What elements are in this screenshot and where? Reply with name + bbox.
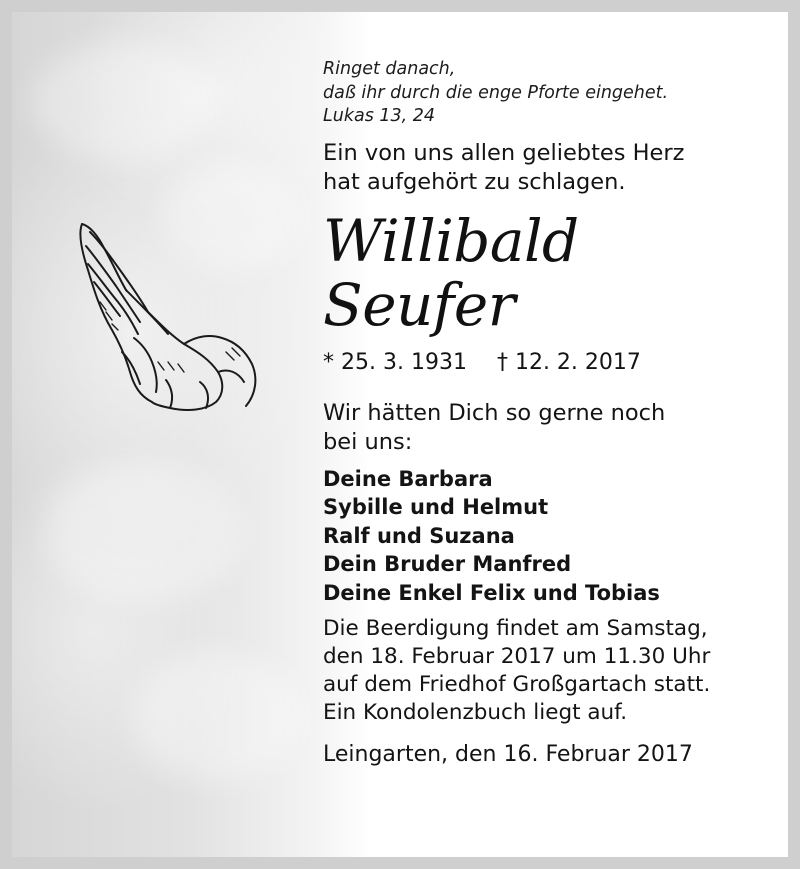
family-member: Deine Enkel Felix und Tobias — [323, 580, 660, 605]
funeral-info — [323, 615, 753, 727]
funeral-line: auf dem Friedhof Großgartach statt. — [323, 672, 711, 697]
funeral-line: Die Beerdigung findet am Samstag, — [323, 616, 708, 641]
mourning-line: Wir hätten Dich so gerne noch — [323, 399, 666, 426]
intro-line: Ein von uns allen geliebtes Herz — [323, 139, 685, 166]
praying-hands-icon — [60, 212, 270, 422]
family-member: Ralf und Suzana — [323, 523, 515, 548]
verse-line: daß ihr durch die enge Pforte eingehet. — [323, 82, 669, 103]
intro-line: hat aufgehört zu schlagen. — [323, 168, 626, 195]
family-member: Deine Barbara — [323, 466, 493, 491]
obituary-text — [323, 58, 753, 769]
last-name: Seufer — [323, 270, 515, 339]
death-date: † 12. 2. 2017 — [496, 349, 641, 375]
obituary-card — [12, 12, 788, 857]
family-list — [323, 465, 753, 608]
verse-line: Ringet danach, — [323, 59, 456, 79]
intro-text — [323, 139, 753, 197]
bible-verse — [323, 58, 753, 129]
deceased-name — [323, 206, 753, 339]
place-and-date: Leingarten, den 16. Februar 2017 — [323, 742, 693, 767]
mourning-text — [323, 399, 753, 457]
mourning-line: bei uns: — [323, 428, 413, 455]
birth-date: * 25. 3. 1931 — [323, 349, 467, 375]
verse-reference: Lukas 13, 24 — [323, 106, 436, 126]
life-dates — [323, 349, 753, 377]
family-member: Sybille und Helmut — [323, 495, 549, 519]
funeral-line: Ein Kondolenzbuch liegt auf. — [323, 700, 628, 725]
funeral-line: den 18. Februar 2017 um 11.30 Uhr — [323, 644, 711, 669]
first-name: Willibald — [323, 206, 579, 275]
family-member: Dein Bruder Manfred — [323, 552, 572, 576]
